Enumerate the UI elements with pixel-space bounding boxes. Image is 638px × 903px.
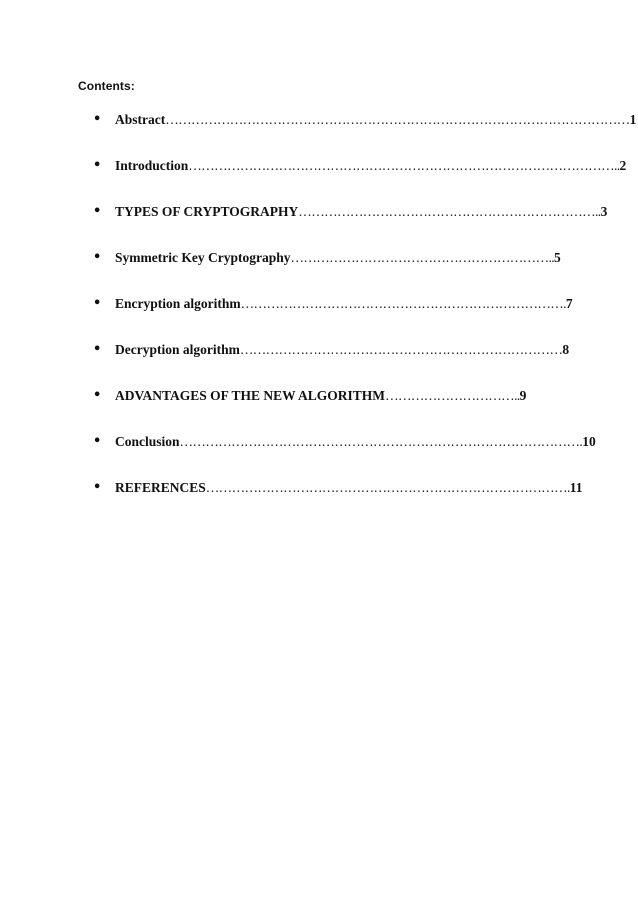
bullet-icon: • xyxy=(93,342,102,357)
toc-page-number: 2 xyxy=(619,158,627,173)
toc-page-number: 11 xyxy=(569,480,583,495)
toc-entry-title: TYPES OF CRYPTOGRAPHY xyxy=(115,204,299,219)
bullet-icon: • xyxy=(93,296,102,311)
bullet-icon: • xyxy=(93,250,102,265)
toc-page-number: 8 xyxy=(562,342,570,357)
toc-page-number: 3 xyxy=(600,204,608,219)
toc-entry-title: Abstract xyxy=(115,112,166,127)
dot-leader: …………………………………………………………………. xyxy=(240,296,566,311)
toc-page-number: 1 xyxy=(629,112,637,127)
toc-page-number: 9 xyxy=(519,388,527,403)
dot-leader: …………………………………………………………………………………. xyxy=(179,434,583,449)
toc-entry-title: Decryption algorithm xyxy=(115,342,240,357)
dot-leader: …………………………………………………….. xyxy=(290,250,555,265)
toc-entry-text xyxy=(115,110,636,130)
dot-leader: ……………………………………………………………………………………….. xyxy=(188,158,620,173)
dot-leader: ………………………….. xyxy=(385,388,520,403)
toc-entry-text xyxy=(115,386,526,406)
toc-page-number: 7 xyxy=(565,296,573,311)
dot-leader: ………………………………………………………………… xyxy=(239,342,563,357)
toc-entry-text xyxy=(115,340,569,360)
toc-entry-text xyxy=(115,432,596,452)
toc-entry-text xyxy=(115,478,583,498)
toc-entry-text xyxy=(115,156,626,176)
dot-leader: …………………………………………………………………………. xyxy=(205,480,570,495)
toc-entry-title: Conclusion xyxy=(115,434,180,449)
dot-leader: ……………………………………………………………………………………………… xyxy=(165,112,630,127)
toc-entry-title: Encryption algorithm xyxy=(115,296,241,311)
toc-entry-text xyxy=(115,248,561,268)
bullet-icon: • xyxy=(93,480,102,495)
dot-leader: …………………………………………………………….. xyxy=(298,204,601,219)
toc-entry-title: REFERENCES xyxy=(115,480,206,495)
toc-entry-text xyxy=(115,294,573,314)
bullet-icon: • xyxy=(93,388,102,403)
bullet-icon: • xyxy=(93,204,102,219)
bullet-icon: • xyxy=(93,158,102,173)
bullet-icon: • xyxy=(93,434,102,449)
contents-heading: Contents: xyxy=(78,79,135,93)
toc-entry-title: ADVANTAGES OF THE NEW ALGORITHM xyxy=(115,388,386,403)
toc-entry-title: Symmetric Key Cryptography xyxy=(115,250,291,265)
toc-entry-text xyxy=(115,202,607,222)
toc-page-number: 5 xyxy=(554,250,561,265)
bullet-icon: • xyxy=(93,112,102,127)
toc-entry-title: Introduction xyxy=(115,158,189,173)
toc-page-number: 10 xyxy=(582,434,596,449)
